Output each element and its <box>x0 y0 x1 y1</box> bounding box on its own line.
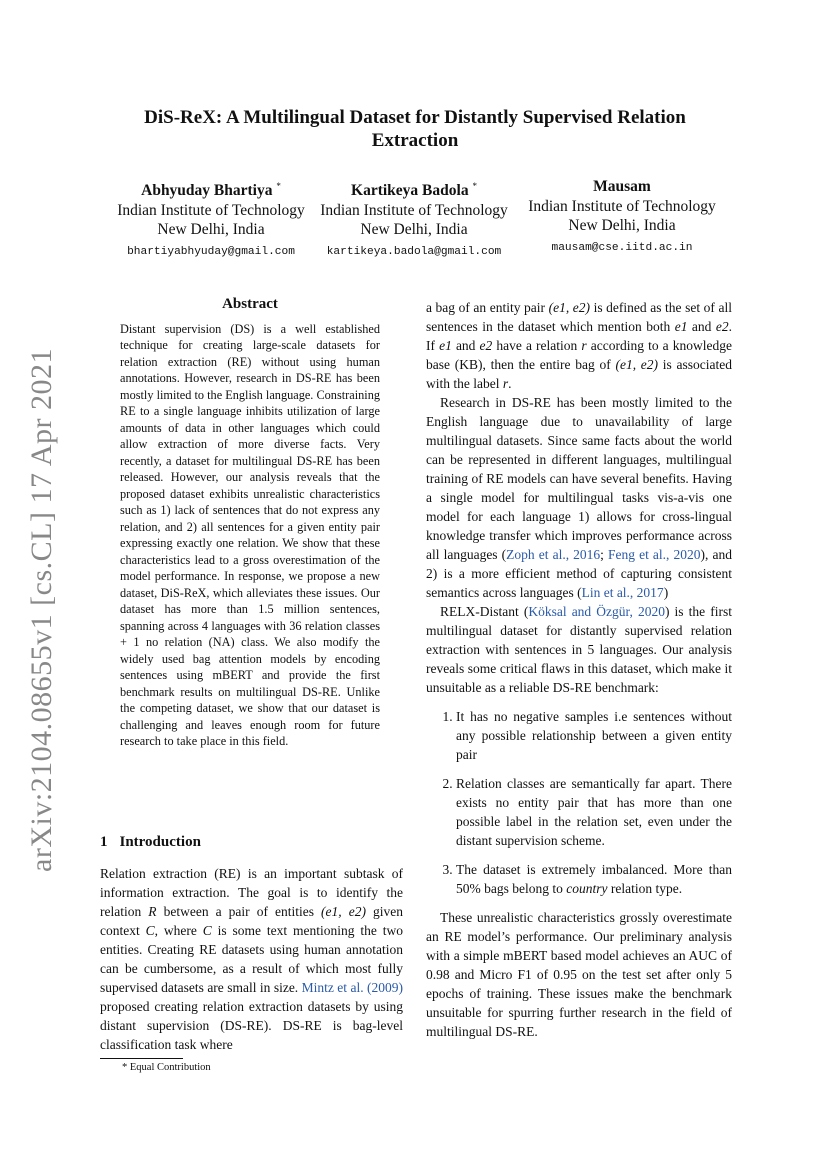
paper-title: DiS-ReX: A Multilingual Dataset for Distantly Supervised Relation Extraction <box>144 107 686 151</box>
author-location: New Delhi, India <box>568 217 676 234</box>
citation-link[interactable]: Mintz et al. <box>301 980 364 995</box>
abstract-text: Distant supervision (DS) is a well established technique for creating large-scale datasets for relation extraction (RE) without using human annotations. However, research in DS-RE has been mostly limited to the English language. Constraining RE to a single language inhibits utilization of large amounts of data in other languages which could allow extraction of more diverse facts. Very recently, a dataset for multilingual DS-RE has been released. However, our analysis reveals that the proposed dataset exhibits unrealistic characteristics such as 1) lack of sentences that do not express any relation, and 2) all sentences for a given entity pair expressing exactly one relation. We show that these characteristics lead to a gross overestimation of the model performance. In response, we propose a new dataset, DiS-ReX, which alleviates these issues. Our dataset has more than 1.5 million sentences, spanning across 4 languages with 36 relation classes + 1 no relation (NA) class. We also modify the widely used bag attention models by encoding sentences using mBERT and provide the first benchmark results on multilingual DS-RE. Unlike the competing dataset, we show that our dataset is challenging and leaves enough room for future research to take place in this field. <box>120 321 380 748</box>
section-heading-introduction <box>100 834 201 851</box>
right-paragraph-2: Research in DS-RE has been mostly limited to the English language due to unavailability of large multilingual datasets. Since same facts about the world can be represented in different languages, multilingual training of RE models can have several benefits. Having a single model for multilingual tasks vis-a-vis one model for each language 1) allows for cross-lingual knowledge transfer which improves performance across all languages (Zoph et al., 2016; Feng et al., 2020), and 2) is a more efficient method of capturing consistent semantics across languages (Lin et al., 2017) <box>426 395 732 600</box>
author-mark: * <box>472 181 477 191</box>
author-affiliation: Indian Institute of Technology <box>320 201 508 219</box>
flaws-list <box>426 707 732 898</box>
footnote: * Equal Contribution <box>122 1062 211 1073</box>
author-mark: * <box>276 181 281 191</box>
author-1 <box>106 177 316 262</box>
list-item: 2. Relation classes are semantically far apart. There exists no entity pair that has more than one possible label in the relation set, even under the distant supervision scheme. <box>456 774 732 850</box>
section-number: 1 <box>100 834 108 850</box>
right-paragraph-4: These unrealistic characteristics grossly overestimate an RE model’s performance. Our preliminary analysis with a simple mBERT based model achieves an AUC of 0.98 and Micro F1 of 0.95 on the test set after only 5 epochs of training. These issues make the benchmark unsuitable for spurring further research in the field of multilingual DS-RE. <box>426 910 732 1039</box>
citation-link[interactable]: Zoph et al., 2016 <box>506 547 601 562</box>
abstract-heading: Abstract <box>222 296 278 312</box>
author-name: Mausam <box>593 178 651 195</box>
list-item: 1. It has no negative samples i.e sentences without any possible relationship between a given entity pair <box>456 707 732 764</box>
author-3 <box>517 177 727 258</box>
section-title: Introduction <box>119 834 201 850</box>
author-name: Abhyuday Bhartiya <box>141 182 273 200</box>
citation-link[interactable]: Köksal and Özgür, 2020 <box>528 604 665 619</box>
citation-link[interactable]: Lin et al., 2017 <box>581 585 664 600</box>
right-column <box>426 298 732 1041</box>
author-2 <box>309 177 519 262</box>
abstract <box>120 296 380 750</box>
list-item: 3. The dataset is extremely imbalanced. More than 50% bags belong to country relation type. <box>456 860 732 898</box>
right-paragraph-3: RELX-Distant (Köksal and Özgür, 2020) is the first multilingual dataset for distantly supervised relation extraction with sentences in 5 languages. Our analysis reveals some critical flaws in this dataset, which make it unsuitable as a reliable DS-RE benchmark: <box>426 604 732 695</box>
citation-link[interactable]: (2009) <box>367 980 404 995</box>
arxiv-sidebar <box>22 348 62 872</box>
arxiv-identifier: arXiv:2104.08655v1 [cs.CL] 17 Apr 2021 <box>25 348 58 872</box>
author-affiliation: Indian Institute of Technology <box>528 197 716 215</box>
author-location: New Delhi, India <box>360 221 468 239</box>
right-paragraph-1: a bag of an entity pair (e1, e2) is defined as the set of all sentences in the dataset which mention both e1 and e2. If e1 and e2 have a relation r according to a knowledge base (KB), then the entire bag of (e1, e2) is associated with the label r. <box>426 300 733 391</box>
author-name: Kartikeya Badola <box>351 182 469 200</box>
author-affiliation: Indian Institute of Technology <box>117 201 305 219</box>
citation-link[interactable]: Feng et al., 2020 <box>608 547 701 562</box>
author-email: mausam@cse.iitd.ac.in <box>551 241 693 254</box>
author-location: New Delhi, India <box>157 221 265 239</box>
introduction-paragraph <box>100 864 403 1054</box>
intro-paragraph-1: Relation extraction (RE) is an important subtask of information extraction. The goal is to identify the relation R between a pair of entities (e1, e2) given context C, where C is some text mentioning the two entities. Creating RE datasets using human annotation can be cumbersome, as a result of which most fully supervised datasets are small in size. Mintz et al. (2009) proposed creating relation extraction datasets by using distant supervision (DS-RE). DS-RE is bag-level classification task where <box>100 866 404 1052</box>
author-email: kartikeya.badola@gmail.com <box>326 245 502 258</box>
author-email: bhartiyabhyuday@gmail.com <box>127 245 295 258</box>
footnote-rule <box>100 1058 183 1059</box>
